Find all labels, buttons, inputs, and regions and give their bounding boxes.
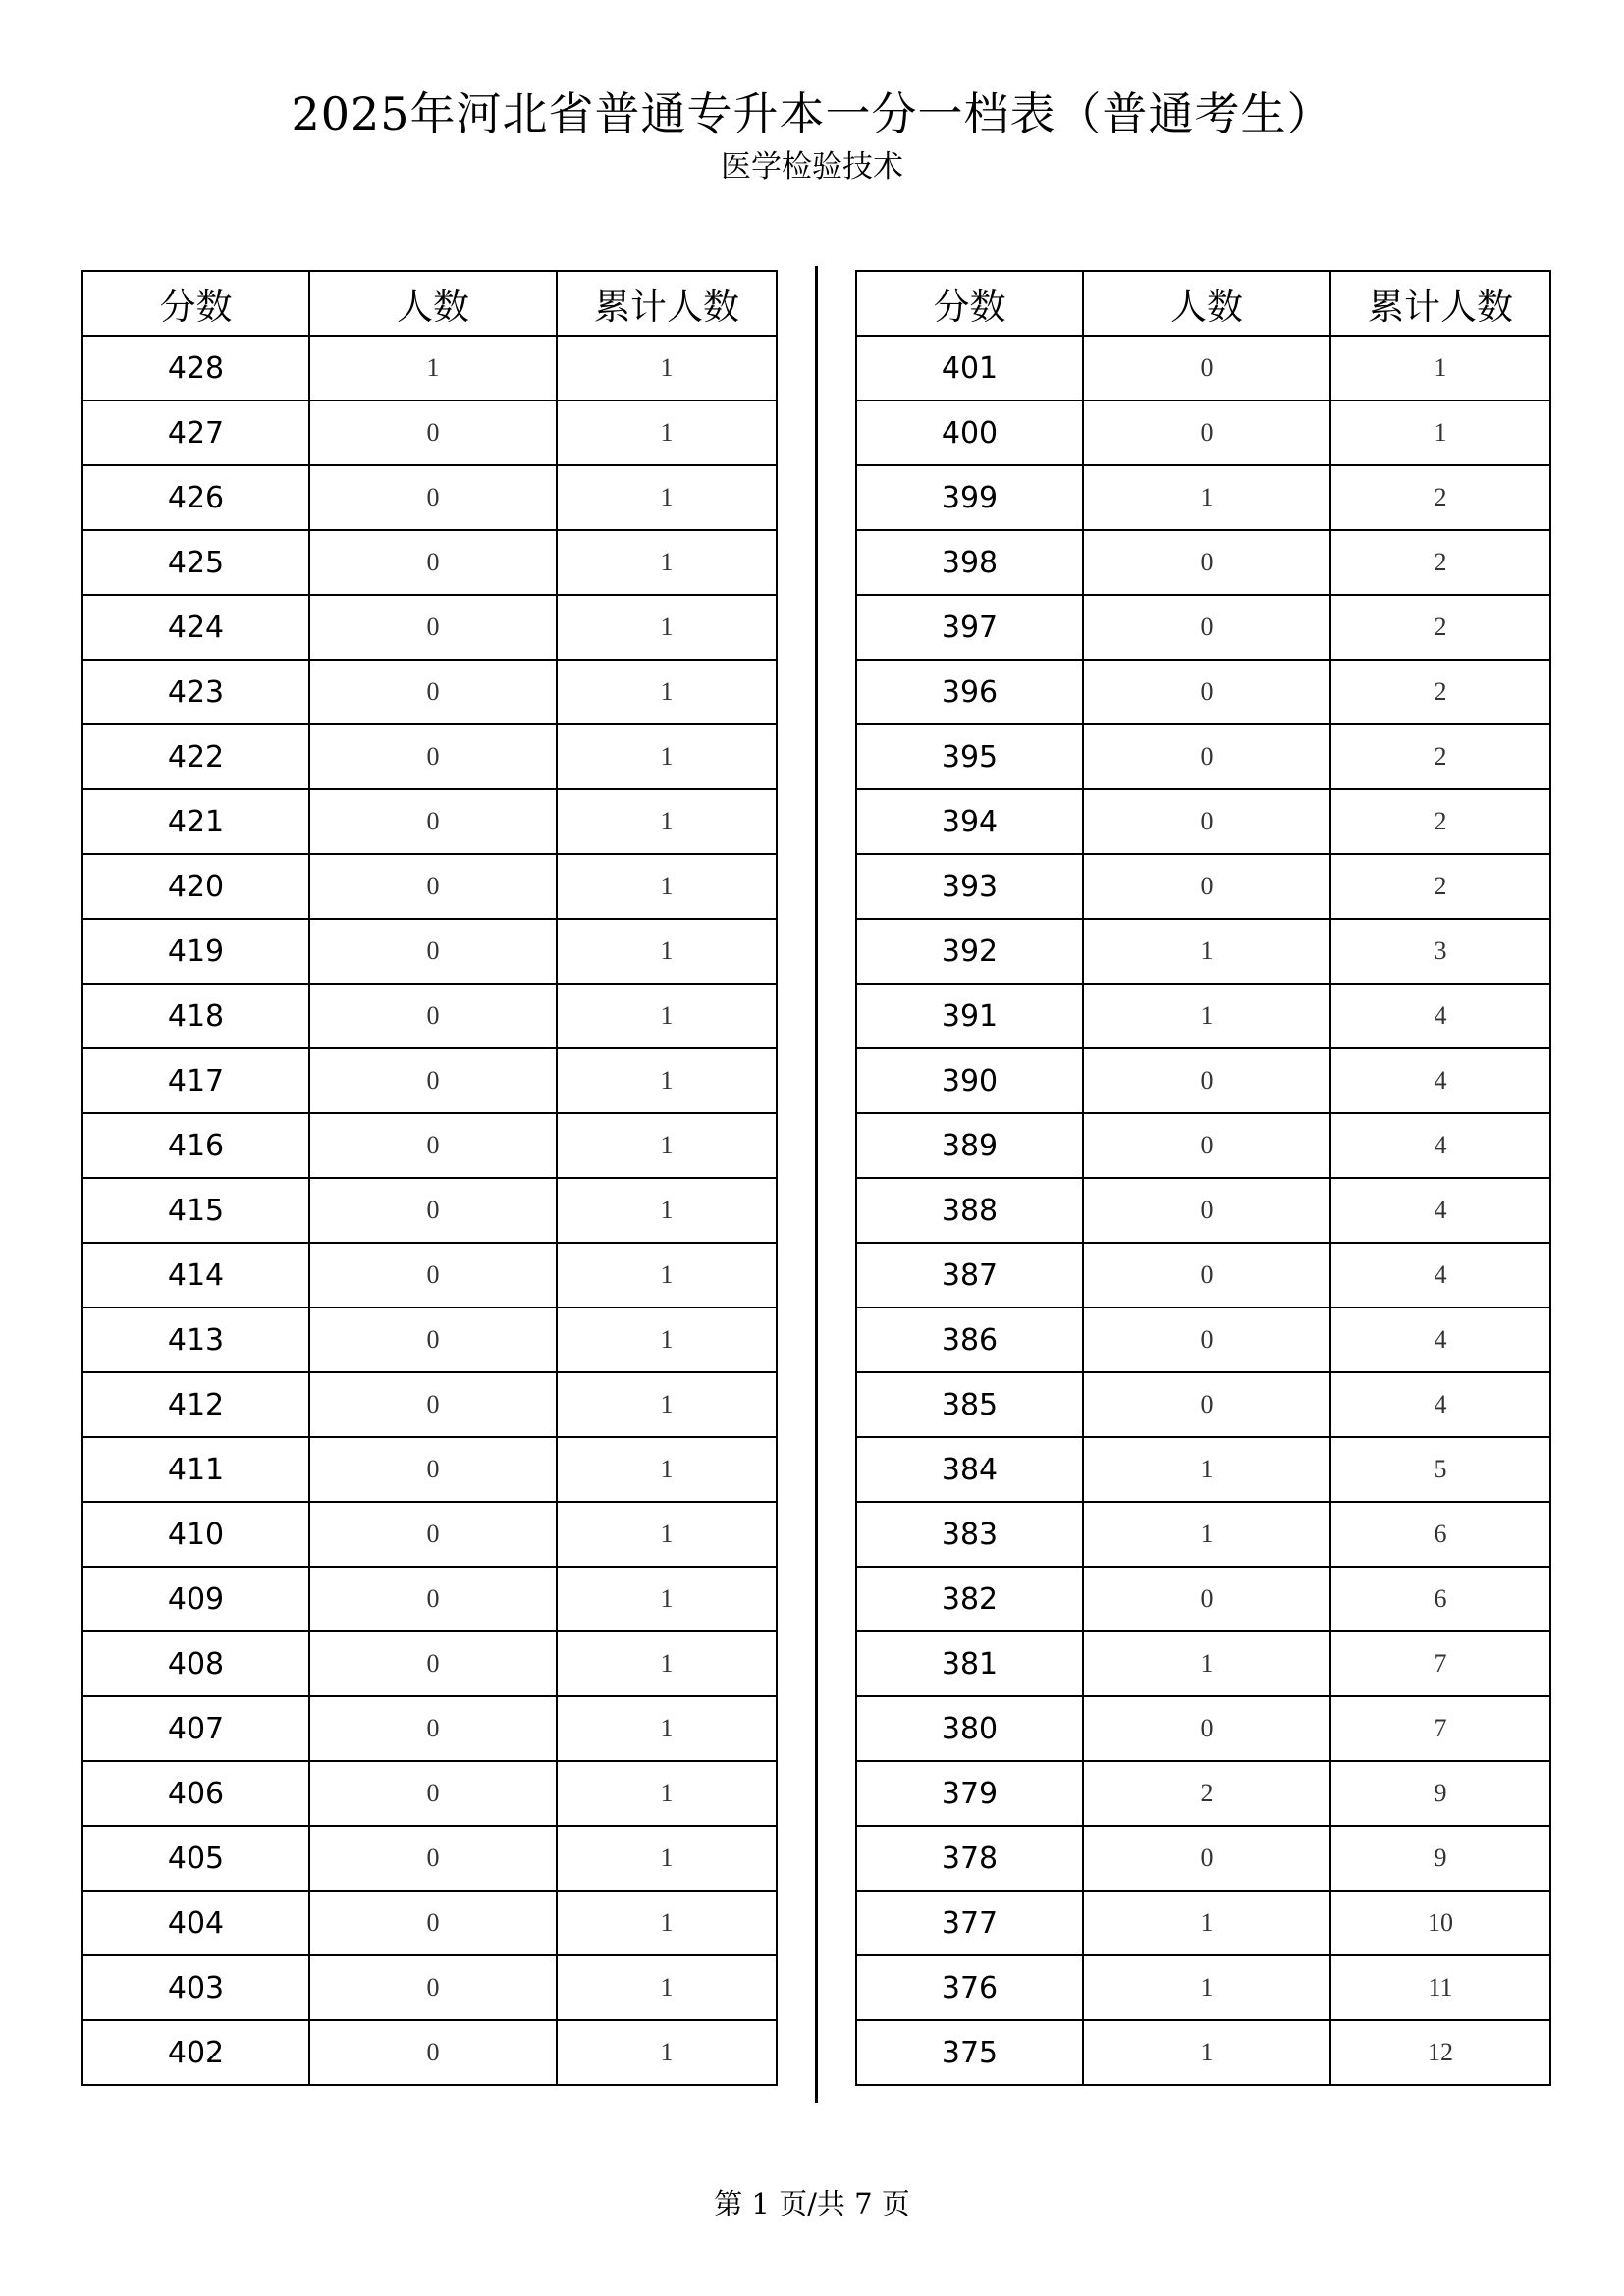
cumulative-cell: 1 [557,1502,777,1567]
header-count: 人数 [1083,271,1330,336]
table-row [82,1308,777,1372]
count-cell: 2 [1083,1761,1330,1826]
cumulative-cell: 1 [557,984,777,1048]
page-footer: 第 1 页/共 7 页 [714,2187,910,2220]
cumulative-cell: 1 [557,1761,777,1826]
cumulative-cell: 1 [557,1372,777,1437]
count-cell: 0 [1083,1372,1330,1437]
table-row [82,1113,777,1178]
table-row [856,984,1550,1048]
score-cell: 415 [82,1178,309,1243]
score-cell: 413 [82,1308,309,1372]
cumulative-cell: 2 [1330,595,1550,660]
cumulative-cell: 1 [557,595,777,660]
count-cell: 0 [309,1243,557,1308]
score-cell: 420 [82,854,309,919]
table-row [856,1243,1550,1308]
score-cell: 417 [82,1048,309,1113]
count-cell: 1 [1083,2020,1330,2085]
table-row [82,336,777,400]
count-cell: 0 [309,854,557,919]
cumulative-cell: 1 [557,1891,777,1955]
count-cell: 0 [309,919,557,984]
count-cell: 0 [1083,1048,1330,1113]
count-cell: 0 [309,1048,557,1113]
table-row [856,595,1550,660]
cumulative-cell: 2 [1330,530,1550,595]
score-table-right [855,270,1551,2086]
table-row [82,1955,777,2020]
score-cell: 392 [856,919,1083,984]
table-row [856,919,1550,984]
score-cell: 396 [856,660,1083,724]
count-cell: 0 [309,1567,557,1631]
count-cell: 0 [1083,660,1330,724]
header-score: 分数 [82,271,309,336]
table-row [82,1178,777,1243]
cumulative-cell: 1 [557,1696,777,1761]
score-cell: 403 [82,1955,309,2020]
cumulative-cell: 7 [1330,1696,1550,1761]
score-cell: 378 [856,1826,1083,1891]
score-cell: 406 [82,1761,309,1826]
table-row [82,854,777,919]
count-cell: 0 [1083,854,1330,919]
header-cumulative: 累计人数 [1330,271,1550,336]
cumulative-cell: 6 [1330,1567,1550,1631]
table-row [82,1243,777,1308]
score-cell: 390 [856,1048,1083,1113]
score-cell: 377 [856,1891,1083,1955]
score-cell: 425 [82,530,309,595]
table-row [82,465,777,530]
table-row [82,1826,777,1891]
table-row [856,789,1550,854]
table-row [856,1502,1550,1567]
count-cell: 0 [1083,400,1330,465]
count-cell: 0 [309,1178,557,1243]
count-cell: 0 [1083,1308,1330,1372]
table-row [856,854,1550,919]
count-cell: 0 [309,465,557,530]
count-cell: 1 [1083,465,1330,530]
count-cell: 0 [309,1631,557,1696]
table-row [82,724,777,789]
score-cell: 411 [82,1437,309,1502]
score-cell: 391 [856,984,1083,1048]
score-cell: 402 [82,2020,309,2085]
cumulative-cell: 1 [557,1631,777,1696]
count-cell: 0 [1083,1178,1330,1243]
cumulative-cell: 9 [1330,1826,1550,1891]
score-cell: 393 [856,854,1083,919]
cumulative-cell: 1 [557,1243,777,1308]
count-cell: 1 [1083,1891,1330,1955]
table-row [856,1955,1550,2020]
count-cell: 0 [309,595,557,660]
score-cell: 424 [82,595,309,660]
score-cell: 381 [856,1631,1083,1696]
count-cell: 1 [1083,1631,1330,1696]
count-cell: 0 [1083,1826,1330,1891]
score-cell: 408 [82,1631,309,1696]
cumulative-cell: 9 [1330,1761,1550,1826]
table-row [82,2020,777,2085]
score-cell: 400 [856,400,1083,465]
cumulative-cell: 4 [1330,1178,1550,1243]
table-row [856,1567,1550,1631]
count-cell: 0 [1083,1243,1330,1308]
score-cell: 394 [856,789,1083,854]
count-cell: 0 [309,1113,557,1178]
cumulative-cell: 1 [557,789,777,854]
table-row [856,1178,1550,1243]
table-row [856,1826,1550,1891]
score-cell: 388 [856,1178,1083,1243]
count-cell: 0 [309,400,557,465]
table-row [82,660,777,724]
table-row [82,1048,777,1113]
cumulative-cell: 1 [557,465,777,530]
table-row [82,1437,777,1502]
score-cell: 399 [856,465,1083,530]
table-row [82,984,777,1048]
cumulative-cell: 2 [1330,660,1550,724]
table-row [82,1567,777,1631]
score-cell: 387 [856,1243,1083,1308]
score-cell: 389 [856,1113,1083,1178]
table-row [856,1696,1550,1761]
count-cell: 0 [309,1891,557,1955]
page-subtitle: 医学检验技术 [721,149,903,185]
table-header-row [856,271,1550,336]
table-row [82,1696,777,1761]
score-cell: 416 [82,1113,309,1178]
score-cell: 395 [856,724,1083,789]
cumulative-cell: 1 [557,1826,777,1891]
score-cell: 401 [856,336,1083,400]
cumulative-cell: 2 [1330,789,1550,854]
column-divider [815,266,818,2103]
count-cell: 0 [309,530,557,595]
score-cell: 383 [856,1502,1083,1567]
score-cell: 423 [82,660,309,724]
table-row [82,1761,777,1826]
cumulative-cell: 1 [557,336,777,400]
score-cell: 418 [82,984,309,1048]
cumulative-cell: 7 [1330,1631,1550,1696]
table-row [856,465,1550,530]
table-row [82,400,777,465]
count-cell: 0 [309,1308,557,1372]
cumulative-cell: 10 [1330,1891,1550,1955]
count-cell: 0 [1083,1113,1330,1178]
count-cell: 1 [1083,1955,1330,2020]
count-cell: 0 [1083,595,1330,660]
table-row [82,1891,777,1955]
table-row [82,595,777,660]
score-cell: 397 [856,595,1083,660]
count-cell: 0 [309,1502,557,1567]
score-cell: 410 [82,1502,309,1567]
count-cell: 0 [1083,336,1330,400]
cumulative-cell: 4 [1330,1372,1550,1437]
header-cumulative: 累计人数 [557,271,777,336]
count-cell: 0 [309,1437,557,1502]
score-cell: 398 [856,530,1083,595]
count-cell: 0 [1083,1567,1330,1631]
table-row [82,1372,777,1437]
table-row [82,1631,777,1696]
cumulative-cell: 1 [557,724,777,789]
count-cell: 1 [1083,1437,1330,1502]
cumulative-cell: 1 [1330,400,1550,465]
score-cell: 384 [856,1437,1083,1502]
cumulative-cell: 1 [557,1048,777,1113]
cumulative-cell: 4 [1330,1308,1550,1372]
count-cell: 0 [309,724,557,789]
cumulative-cell: 3 [1330,919,1550,984]
table-row [82,789,777,854]
count-cell: 0 [309,1372,557,1437]
cumulative-cell: 1 [557,1308,777,1372]
cumulative-cell: 6 [1330,1502,1550,1567]
cumulative-cell: 1 [557,854,777,919]
cumulative-cell: 1 [557,1955,777,2020]
cumulative-cell: 11 [1330,1955,1550,2020]
table-row [856,1048,1550,1113]
cumulative-cell: 4 [1330,984,1550,1048]
count-cell: 0 [309,1826,557,1891]
table-row [856,530,1550,595]
score-cell: 422 [82,724,309,789]
count-cell: 1 [1083,919,1330,984]
score-cell: 421 [82,789,309,854]
score-cell: 385 [856,1372,1083,1437]
cumulative-cell: 1 [557,1113,777,1178]
table-header-row [82,271,777,336]
table-row [856,1372,1550,1437]
count-cell: 0 [309,660,557,724]
score-cell: 386 [856,1308,1083,1372]
score-cell: 428 [82,336,309,400]
cumulative-cell: 1 [557,919,777,984]
count-cell: 1 [1083,1502,1330,1567]
table-row [856,1308,1550,1372]
cumulative-cell: 4 [1330,1048,1550,1113]
score-cell: 419 [82,919,309,984]
table-row [856,1891,1550,1955]
cumulative-cell: 5 [1330,1437,1550,1502]
score-cell: 382 [856,1567,1083,1631]
score-cell: 379 [856,1761,1083,1826]
count-cell: 0 [1083,1696,1330,1761]
cumulative-cell: 2 [1330,465,1550,530]
score-cell: 412 [82,1372,309,1437]
table-row [856,660,1550,724]
header-score: 分数 [856,271,1083,336]
count-cell: 0 [1083,530,1330,595]
table-row [856,1437,1550,1502]
count-cell: 0 [309,1761,557,1826]
score-cell: 414 [82,1243,309,1308]
cumulative-cell: 1 [557,1437,777,1502]
count-cell: 1 [1083,984,1330,1048]
score-cell: 426 [82,465,309,530]
cumulative-cell: 4 [1330,1113,1550,1178]
cumulative-cell: 2 [1330,724,1550,789]
table-row [856,336,1550,400]
table-row [856,1631,1550,1696]
count-cell: 0 [309,2020,557,2085]
table-row [82,530,777,595]
page-title: 2025年河北省普通专升本一分一档表（普通考生） [291,87,1333,140]
score-cell: 427 [82,400,309,465]
cumulative-cell: 4 [1330,1243,1550,1308]
table-row [856,1761,1550,1826]
table-row [856,2020,1550,2085]
count-cell: 0 [309,1955,557,2020]
score-cell: 409 [82,1567,309,1631]
count-cell: 1 [309,336,557,400]
table-row [856,400,1550,465]
score-cell: 380 [856,1696,1083,1761]
score-cell: 404 [82,1891,309,1955]
cumulative-cell: 1 [557,1567,777,1631]
score-cell: 407 [82,1696,309,1761]
count-cell: 0 [309,789,557,854]
cumulative-cell: 1 [1330,336,1550,400]
cumulative-cell: 1 [557,1178,777,1243]
header-count: 人数 [309,271,557,336]
count-cell: 0 [1083,724,1330,789]
cumulative-cell: 12 [1330,2020,1550,2085]
count-cell: 0 [1083,789,1330,854]
cumulative-cell: 1 [557,660,777,724]
score-cell: 405 [82,1826,309,1891]
table-row [856,1113,1550,1178]
cumulative-cell: 2 [1330,854,1550,919]
score-cell: 375 [856,2020,1083,2085]
table-row [856,724,1550,789]
score-cell: 376 [856,1955,1083,2020]
cumulative-cell: 1 [557,2020,777,2085]
count-cell: 0 [309,1696,557,1761]
table-row [82,1502,777,1567]
cumulative-cell: 1 [557,530,777,595]
cumulative-cell: 1 [557,400,777,465]
count-cell: 0 [309,984,557,1048]
score-table-left [81,270,778,2086]
table-row [82,919,777,984]
